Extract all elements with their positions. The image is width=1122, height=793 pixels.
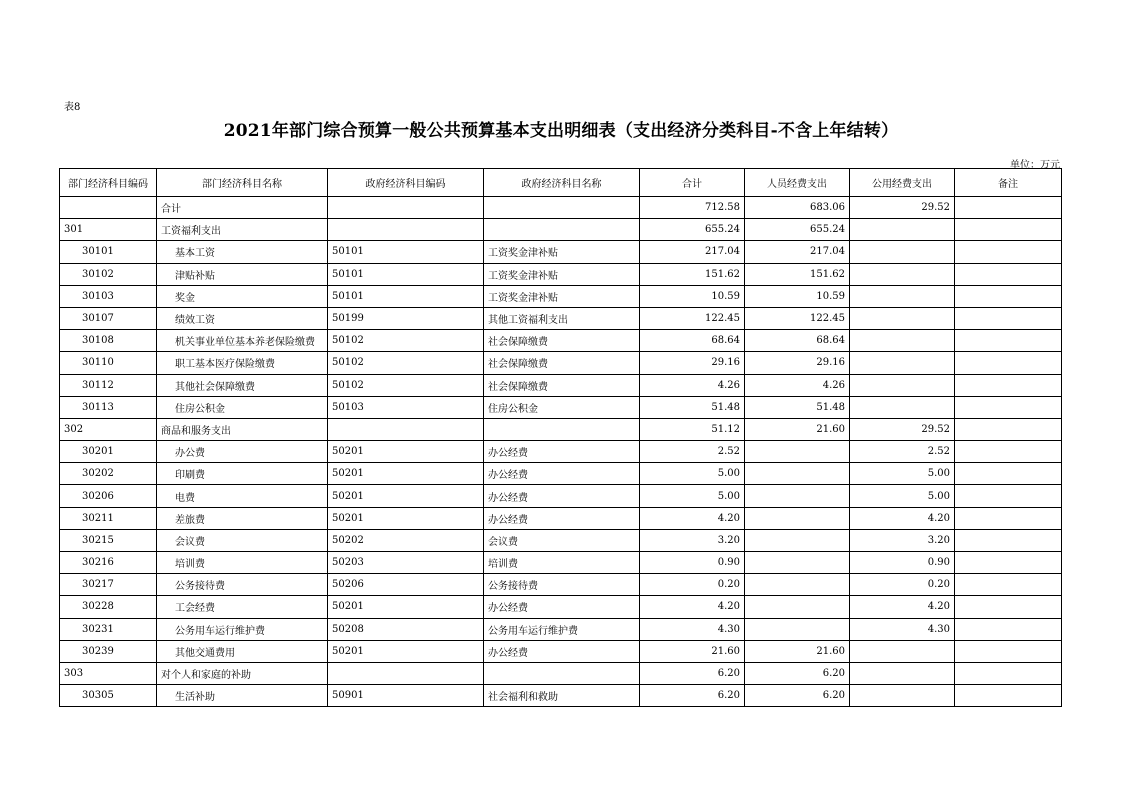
- cell-dept-code: 30107: [60, 307, 157, 329]
- table-row: [60, 685, 1062, 707]
- cell-personnel: [745, 529, 850, 551]
- cell-total: 0.90: [640, 552, 745, 574]
- cell-gov-code: 50203: [328, 552, 484, 574]
- cell-dept-code: 302: [60, 418, 157, 440]
- cell-personnel: 683.06: [745, 197, 850, 219]
- cell-dept-code: 30216: [60, 552, 157, 574]
- table-header-row: [60, 169, 1062, 197]
- cell-total: 51.12: [640, 418, 745, 440]
- table-row: [60, 463, 1062, 485]
- cell-personnel: [745, 485, 850, 507]
- cell-total: 122.45: [640, 307, 745, 329]
- cell-public: 4.20: [850, 507, 955, 529]
- cell-gov-name: [484, 418, 640, 440]
- cell-dept-code: 30217: [60, 574, 157, 596]
- cell-dept-name: 其他交通费用: [157, 640, 328, 662]
- cell-note: [955, 640, 1062, 662]
- cell-personnel: 151.62: [745, 263, 850, 285]
- cell-personnel: 68.64: [745, 330, 850, 352]
- cell-gov-code: 50102: [328, 352, 484, 374]
- cell-gov-name: 培训费: [484, 552, 640, 574]
- cell-public: [850, 662, 955, 684]
- table-row: [60, 662, 1062, 684]
- cell-gov-name: 社会福利和救助: [484, 685, 640, 707]
- cell-personnel: [745, 507, 850, 529]
- cell-dept-code: 30239: [60, 640, 157, 662]
- cell-dept-name: 工资福利支出: [157, 219, 328, 241]
- cell-note: [955, 463, 1062, 485]
- cell-gov-code: [328, 418, 484, 440]
- cell-total: 29.16: [640, 352, 745, 374]
- page-title: 2021年部门综合预算一般公共预算基本支出明细表（支出经济分类科目-不含上年结转）: [223, 121, 899, 141]
- cell-public: 2.52: [850, 441, 955, 463]
- cell-personnel: [745, 574, 850, 596]
- cell-dept-name: 津贴补贴: [157, 263, 328, 285]
- cell-gov-name: 办公经费: [484, 485, 640, 507]
- cell-note: [955, 396, 1062, 418]
- cell-total: 51.48: [640, 396, 745, 418]
- cell-gov-code: 50201: [328, 596, 484, 618]
- table-row: [60, 197, 1062, 219]
- cell-personnel: [745, 618, 850, 640]
- cell-dept-code: 30228: [60, 596, 157, 618]
- cell-gov-name: 其他工资福利支出: [484, 307, 640, 329]
- cell-public: 0.20: [850, 574, 955, 596]
- cell-total: 5.00: [640, 463, 745, 485]
- cell-gov-name: 办公经费: [484, 463, 640, 485]
- cell-public: 3.20: [850, 529, 955, 551]
- cell-dept-code: 30102: [60, 263, 157, 285]
- header-dept-name: 部门经济科目名称: [157, 169, 328, 197]
- cell-gov-name: 工资奖金津补贴: [484, 285, 640, 307]
- cell-note: [955, 263, 1062, 285]
- cell-note: [955, 418, 1062, 440]
- table-row: [60, 396, 1062, 418]
- cell-personnel: [745, 552, 850, 574]
- cell-gov-code: 50101: [328, 241, 484, 263]
- cell-gov-name: 办公经费: [484, 596, 640, 618]
- cell-public: [850, 352, 955, 374]
- cell-dept-code: 30215: [60, 529, 157, 551]
- cell-dept-name: 公务用车运行维护费: [157, 618, 328, 640]
- cell-personnel: [745, 596, 850, 618]
- cell-gov-code: 50102: [328, 330, 484, 352]
- cell-dept-name: 会议费: [157, 529, 328, 551]
- table-row: [60, 507, 1062, 529]
- cell-gov-code: 50206: [328, 574, 484, 596]
- cell-dept-code: 30211: [60, 507, 157, 529]
- cell-note: [955, 197, 1062, 219]
- cell-dept-code: 30305: [60, 685, 157, 707]
- header-note: 备注: [955, 169, 1062, 197]
- cell-dept-name: 培训费: [157, 552, 328, 574]
- cell-gov-code: 50101: [328, 285, 484, 307]
- cell-dept-code: 30201: [60, 441, 157, 463]
- cell-gov-code: 50102: [328, 374, 484, 396]
- cell-note: [955, 485, 1062, 507]
- cell-dept-name: 办公费: [157, 441, 328, 463]
- table-row: [60, 596, 1062, 618]
- cell-public: [850, 685, 955, 707]
- cell-public: [850, 241, 955, 263]
- cell-dept-name: 生活补助: [157, 685, 328, 707]
- table-row: [60, 640, 1062, 662]
- cell-note: [955, 552, 1062, 574]
- cell-gov-code: 50201: [328, 640, 484, 662]
- cell-public: [850, 640, 955, 662]
- table-row: [60, 374, 1062, 396]
- cell-public: [850, 219, 955, 241]
- cell-total: 5.00: [640, 485, 745, 507]
- table-body: [60, 197, 1062, 707]
- cell-dept-code: 30202: [60, 463, 157, 485]
- cell-gov-code: 50201: [328, 463, 484, 485]
- cell-gov-code: 50901: [328, 685, 484, 707]
- cell-dept-name: 电费: [157, 485, 328, 507]
- cell-total: 0.20: [640, 574, 745, 596]
- cell-gov-name: 社会保障缴费: [484, 374, 640, 396]
- cell-public: 5.00: [850, 463, 955, 485]
- cell-personnel: 21.60: [745, 640, 850, 662]
- cell-total: 712.58: [640, 197, 745, 219]
- cell-total: 4.26: [640, 374, 745, 396]
- cell-total: 6.20: [640, 685, 745, 707]
- cell-dept-code: 30206: [60, 485, 157, 507]
- cell-gov-name: [484, 219, 640, 241]
- cell-gov-name: 工资奖金津补贴: [484, 241, 640, 263]
- cell-total: 151.62: [640, 263, 745, 285]
- cell-personnel: 4.26: [745, 374, 850, 396]
- cell-total: 3.20: [640, 529, 745, 551]
- table-row: [60, 352, 1062, 374]
- table-row: [60, 263, 1062, 285]
- cell-dept-name: 基本工资: [157, 241, 328, 263]
- table-row: [60, 219, 1062, 241]
- cell-total: 217.04: [640, 241, 745, 263]
- cell-gov-name: [484, 197, 640, 219]
- cell-dept-name: 公务接待费: [157, 574, 328, 596]
- cell-gov-name: 工资奖金津补贴: [484, 263, 640, 285]
- cell-note: [955, 574, 1062, 596]
- cell-note: [955, 374, 1062, 396]
- table-row: [60, 485, 1062, 507]
- table-row: [60, 552, 1062, 574]
- cell-gov-name: 办公经费: [484, 507, 640, 529]
- cell-personnel: 655.24: [745, 219, 850, 241]
- cell-public: [850, 330, 955, 352]
- cell-dept-name: 合计: [157, 197, 328, 219]
- table-row: [60, 529, 1062, 551]
- cell-total: 4.20: [640, 596, 745, 618]
- cell-public: 4.30: [850, 618, 955, 640]
- cell-dept-code: 30231: [60, 618, 157, 640]
- cell-total: 6.20: [640, 662, 745, 684]
- cell-gov-code: 50202: [328, 529, 484, 551]
- cell-dept-code: 301: [60, 219, 157, 241]
- cell-note: [955, 307, 1062, 329]
- cell-public: [850, 396, 955, 418]
- cell-gov-name: 社会保障缴费: [484, 330, 640, 352]
- cell-gov-code: 50101: [328, 263, 484, 285]
- cell-dept-code: 30113: [60, 396, 157, 418]
- cell-personnel: 6.20: [745, 662, 850, 684]
- cell-gov-code: 50201: [328, 507, 484, 529]
- cell-total: 4.20: [640, 507, 745, 529]
- cell-public: [850, 307, 955, 329]
- cell-note: [955, 241, 1062, 263]
- budget-detail-table: [59, 168, 1062, 707]
- cell-gov-name: 社会保障缴费: [484, 352, 640, 374]
- cell-dept-name: 商品和服务支出: [157, 418, 328, 440]
- table-number: 表8: [64, 102, 81, 113]
- cell-gov-code: [328, 662, 484, 684]
- table-row: [60, 618, 1062, 640]
- header-total: 合计: [640, 169, 745, 197]
- cell-personnel: 122.45: [745, 307, 850, 329]
- header-dept-code: 部门经济科目编码: [60, 169, 157, 197]
- cell-public: [850, 374, 955, 396]
- cell-total: 10.59: [640, 285, 745, 307]
- table-row: [60, 307, 1062, 329]
- cell-total: 68.64: [640, 330, 745, 352]
- cell-gov-code: 50201: [328, 441, 484, 463]
- cell-dept-name: 机关事业单位基本养老保险缴费: [157, 330, 328, 352]
- cell-note: [955, 330, 1062, 352]
- cell-dept-name: 其他社会保障缴费: [157, 374, 328, 396]
- cell-personnel: 10.59: [745, 285, 850, 307]
- cell-gov-code: [328, 219, 484, 241]
- cell-gov-name: 住房公积金: [484, 396, 640, 418]
- cell-gov-code: 50201: [328, 485, 484, 507]
- cell-total: 655.24: [640, 219, 745, 241]
- cell-dept-code: 30112: [60, 374, 157, 396]
- cell-dept-name: 职工基本医疗保险缴费: [157, 352, 328, 374]
- cell-personnel: 217.04: [745, 241, 850, 263]
- cell-total: 4.30: [640, 618, 745, 640]
- cell-personnel: [745, 463, 850, 485]
- table-row: [60, 241, 1062, 263]
- cell-public: [850, 285, 955, 307]
- header-public: 公用经费支出: [850, 169, 955, 197]
- cell-gov-name: 公务用车运行维护费: [484, 618, 640, 640]
- cell-note: [955, 596, 1062, 618]
- cell-personnel: 21.60: [745, 418, 850, 440]
- cell-gov-name: 办公经费: [484, 441, 640, 463]
- cell-dept-code: 303: [60, 662, 157, 684]
- table-row: [60, 574, 1062, 596]
- cell-gov-name: [484, 662, 640, 684]
- cell-gov-name: 会议费: [484, 529, 640, 551]
- cell-public: [850, 263, 955, 285]
- cell-gov-code: 50208: [328, 618, 484, 640]
- cell-dept-name: 印刷费: [157, 463, 328, 485]
- header-gov-name: 政府经济科目名称: [484, 169, 640, 197]
- cell-dept-code: 30101: [60, 241, 157, 263]
- cell-total: 2.52: [640, 441, 745, 463]
- cell-public: 29.52: [850, 197, 955, 219]
- cell-dept-name: 绩效工资: [157, 307, 328, 329]
- cell-gov-code: [328, 197, 484, 219]
- table-row: [60, 285, 1062, 307]
- table-row: [60, 441, 1062, 463]
- cell-note: [955, 441, 1062, 463]
- unit-label: 单位：万元: [1010, 160, 1060, 171]
- cell-personnel: 51.48: [745, 396, 850, 418]
- table-row: [60, 418, 1062, 440]
- cell-dept-code: 30108: [60, 330, 157, 352]
- cell-dept-name: 工会经费: [157, 596, 328, 618]
- cell-gov-code: 50199: [328, 307, 484, 329]
- cell-gov-name: 办公经费: [484, 640, 640, 662]
- cell-dept-name: 奖金: [157, 285, 328, 307]
- table-row: [60, 330, 1062, 352]
- header-gov-code: 政府经济科目编码: [328, 169, 484, 197]
- cell-personnel: 6.20: [745, 685, 850, 707]
- cell-public: 0.90: [850, 552, 955, 574]
- cell-dept-name: 差旅费: [157, 507, 328, 529]
- cell-note: [955, 219, 1062, 241]
- cell-dept-code: 30110: [60, 352, 157, 374]
- cell-dept-name: 对个人和家庭的补助: [157, 662, 328, 684]
- cell-gov-code: 50103: [328, 396, 484, 418]
- cell-note: [955, 285, 1062, 307]
- cell-note: [955, 507, 1062, 529]
- cell-public: 5.00: [850, 485, 955, 507]
- cell-public: 4.20: [850, 596, 955, 618]
- header-personnel: 人员经费支出: [745, 169, 850, 197]
- cell-total: 21.60: [640, 640, 745, 662]
- cell-dept-code: [60, 197, 157, 219]
- cell-note: [955, 662, 1062, 684]
- cell-note: [955, 685, 1062, 707]
- cell-dept-name: 住房公积金: [157, 396, 328, 418]
- cell-dept-code: 30103: [60, 285, 157, 307]
- cell-public: 29.52: [850, 418, 955, 440]
- cell-note: [955, 529, 1062, 551]
- cell-gov-name: 公务接待费: [484, 574, 640, 596]
- cell-note: [955, 618, 1062, 640]
- cell-personnel: 29.16: [745, 352, 850, 374]
- cell-personnel: [745, 441, 850, 463]
- cell-note: [955, 352, 1062, 374]
